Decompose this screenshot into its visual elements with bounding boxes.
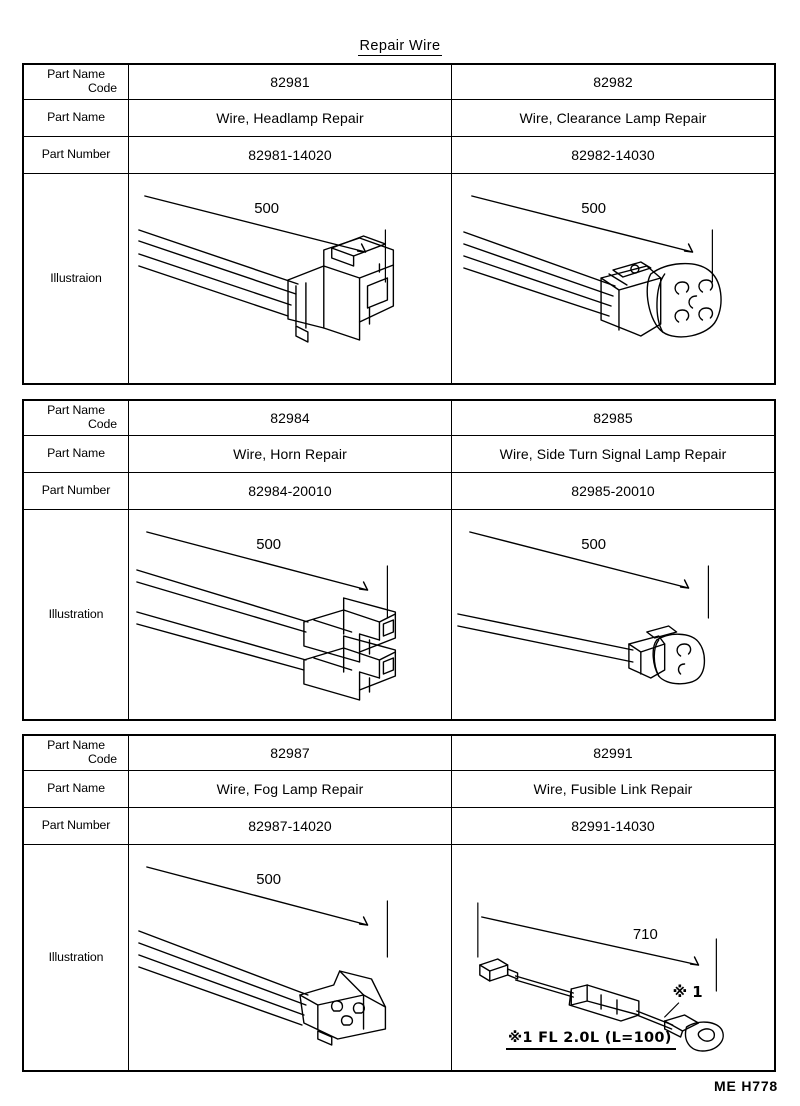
row-label-text: Part Name	[47, 781, 105, 796]
cell-part-name-code: 82982	[593, 74, 633, 90]
row-label-part-name-code	[24, 401, 129, 435]
footer-page-code: ME H778	[714, 1078, 778, 1094]
table-row	[24, 100, 774, 137]
row-label-part-number	[24, 137, 129, 173]
row-label-text: Part Number	[41, 147, 111, 162]
illustration-82981	[129, 174, 452, 383]
cell-part-name: Wire, Clearance Lamp Repair	[519, 110, 707, 126]
illustration-drawing	[129, 510, 451, 719]
cell-part-name-code: 82987	[129, 736, 452, 770]
illustration-82985	[452, 510, 774, 719]
table-row	[24, 65, 774, 100]
row-label-illustration	[24, 845, 129, 1070]
row-label-part-name-code	[24, 736, 129, 770]
parts-table-2	[22, 399, 776, 721]
cell-part-number: 82987-14020	[129, 808, 452, 844]
dimension-label: 500	[256, 535, 282, 554]
cell-part-name-code: 82981	[129, 65, 452, 99]
cell-part-name: Wire, Fusible Link Repair	[533, 781, 693, 797]
row-label-part-name	[24, 771, 129, 807]
cell-part-name-code: 82985	[593, 410, 633, 426]
table-row	[24, 845, 774, 1070]
row-label-line1: Part Name	[47, 67, 105, 82]
illustration-drawing	[129, 845, 451, 1070]
cell-part-number: 82981-14020	[129, 137, 452, 173]
row-label-line1: Part Name	[47, 403, 105, 418]
row-label-part-name	[24, 436, 129, 472]
row-label-line2: Code	[88, 81, 117, 95]
row-label-text: Part Number	[41, 483, 111, 498]
dimension-label: 500	[581, 199, 607, 218]
dimension-label: 500	[256, 870, 282, 889]
table-row	[24, 436, 774, 473]
cell-part-number: 82985-20010	[571, 483, 655, 499]
cell-part-number: 82982-14030	[571, 147, 655, 163]
table-row	[24, 137, 774, 174]
fusible-link-note: ※1 FL 2.0L (L=100)	[506, 1030, 676, 1050]
table-row	[24, 174, 774, 383]
row-label-part-name-code	[24, 65, 129, 99]
row-label-part-number	[24, 808, 129, 844]
row-label-text: Illustration	[48, 606, 104, 621]
cell-part-name-code: 82984	[129, 401, 452, 435]
cell-part-name: Wire, Fog Lamp Repair	[129, 771, 452, 807]
dimension-label: 710	[632, 925, 658, 944]
cell-part-name-code: 82991	[593, 745, 633, 761]
row-label-illustration	[24, 510, 129, 719]
illustration-drawing	[129, 174, 451, 383]
page-title-text: Repair Wire	[359, 38, 441, 54]
row-label-line2: Code	[88, 752, 117, 766]
parts-table-3	[22, 734, 776, 1072]
row-label-part-name	[24, 100, 129, 136]
cell-part-name: Wire, Headlamp Repair	[129, 100, 452, 136]
illustration-82984	[129, 510, 452, 719]
table-row	[24, 771, 774, 808]
row-label-part-number	[24, 473, 129, 509]
dimension-label: 500	[254, 199, 280, 218]
table-row	[24, 510, 774, 719]
page-title	[0, 38, 800, 54]
table-row	[24, 736, 774, 771]
row-label-text: Part Number	[41, 818, 111, 833]
callout-marker-label: ※ 1	[672, 982, 703, 1002]
dimension-label: 500	[581, 535, 607, 554]
row-label-text: Part Name	[47, 110, 105, 125]
cell-part-name: Wire, Horn Repair	[129, 436, 452, 472]
parts-table-1	[22, 63, 776, 385]
row-label-line2: Code	[88, 417, 117, 431]
illustration-82991	[452, 845, 774, 1070]
table-row	[24, 401, 774, 436]
row-label-line1: Part Name	[47, 738, 105, 753]
illustration-drawing	[452, 510, 774, 719]
row-label-text: Illustraion	[50, 270, 102, 285]
row-label-text: Part Name	[47, 446, 105, 461]
table-row	[24, 473, 774, 510]
illustration-82987	[129, 845, 452, 1070]
cell-part-number: 82984-20010	[129, 473, 452, 509]
row-label-text: Illustration	[48, 949, 104, 964]
cell-part-name: Wire, Side Turn Signal Lamp Repair	[499, 446, 727, 462]
table-row	[24, 808, 774, 845]
row-label-illustration	[24, 174, 129, 383]
illustration-drawing	[452, 174, 774, 383]
illustration-82982	[452, 174, 774, 383]
cell-part-number: 82991-14030	[571, 818, 655, 834]
